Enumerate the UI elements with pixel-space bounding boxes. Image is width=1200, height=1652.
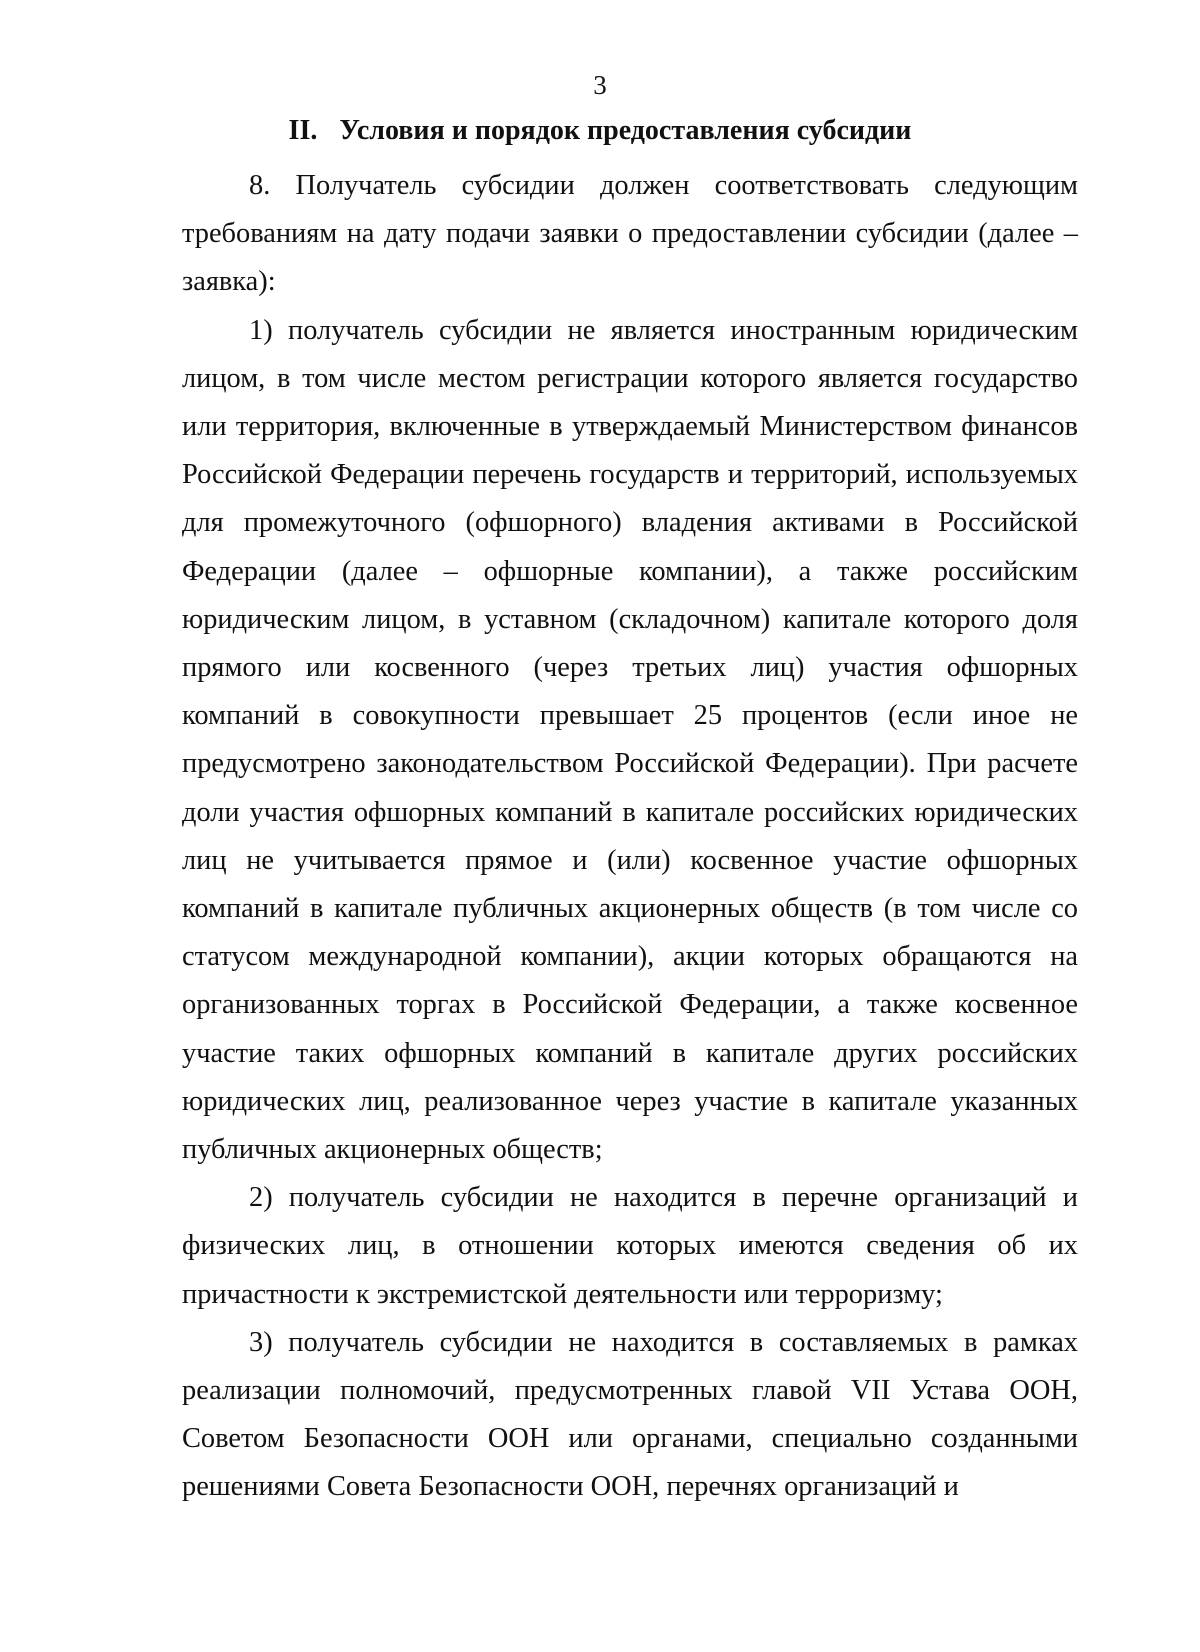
paragraph-8: 8. Получатель субсидии должен соответствовать следующим требованиям на дату подачи заявки о предоставлении субсидии (далее – заявка):: [182, 170, 1078, 298]
paragraph-item-1: 1) получатель субсидии не является иностранным юридическим лицом, в том числе местом регистрации которого является государство или территория, включенные в утверждаемый Министерством финансов Российской Федерации перечень государств и территорий, используемых для промежуточного (офшорного) владения активами в Российской Федерации (далее – офшорные компании), а также российским юридическим лицом, в уставном (складочном) капитале которого доля прямого или косвенного (через третьих лиц) участия офшорных компаний в совокупности превышает 25 процентов (если иное не предусмотрено законодательством Российской Федерации). При расчете доли участия офшорных компаний в капитале российских юридических лиц не учитывается прямое и (или) косвенное участие офшорных компаний в капитале публичных акционерных обществ (в том числе со статусом международной компании), акции которых обращаются на организованных торгах в Российской Федерации, а также косвенное участие таких офшорных компаний в капитале других российских юридических лиц, реализованное через участие в капитале указанных публичных акционерных обществ;: [182, 314, 1078, 1166]
document-body: [182, 162, 1078, 1512]
section-number: II.: [288, 115, 318, 146]
paragraph-item-3: 3) получатель субсидии не находится в составляемых в рамках реализации полномочий, предусмотренных главой VII Устава ООН, Советом Безопасности ООН или органами, специально созданными решениями Совета Безопасности ООН, перечнях организаций и: [182, 1326, 1078, 1503]
paragraph-item-2: 2) получатель субсидии не находится в перечне организаций и физических лиц, в отношении которых имеются сведения об их причастности к экстремистской деятельности или терроризму;: [182, 1182, 1078, 1310]
section-title: Условия и порядок предоставления субсидии: [339, 115, 912, 146]
page-number: 3: [593, 70, 607, 100]
section-heading: [0, 113, 1200, 149]
